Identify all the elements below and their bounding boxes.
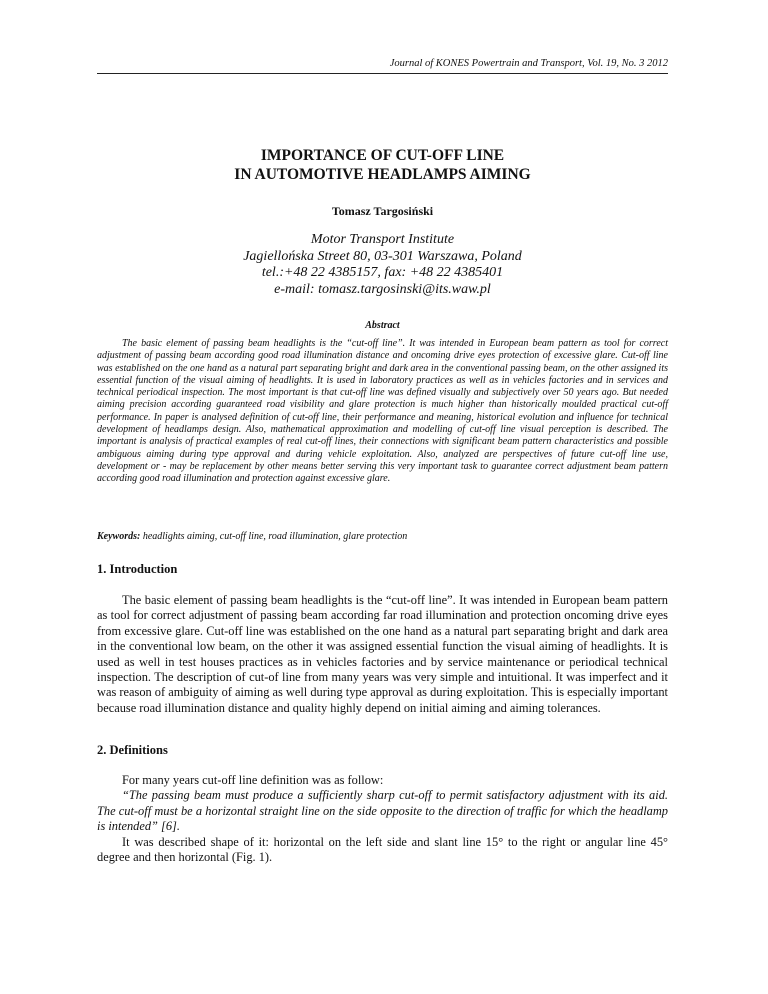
definitions-paragraph-2: It was described shape of it: horizontal on the left side and slant line 15° to the right or angular line 45° degree and then horizontal (Fig. 1). xyxy=(97,834,668,865)
definitions-paragraph-1: For many years cut-off line definition was as follow: xyxy=(122,773,384,787)
keywords-label: Keywords: xyxy=(97,531,141,542)
title-line-1: IMPORTANCE OF CUT-OFF LINE xyxy=(260,147,505,164)
paper-title xyxy=(97,146,668,184)
introduction-paragraph: The basic element of passing beam headlights is the “cut-off line”. It was intended in European beam pattern as tool for correct adjustment of passing beam according far road illumination and protection oncoming drive eyes from excessive glare. Cut-off line was established on the one hand as a natural part separating bright and dark area in the conventional low beam, on the other it was assigned essential function the visual aiming of headlights. It is used as well in test houses practices as in vehicles factories and by service maintenance or periodical technical inspection. The description of cut-of line from many years was very simple and intuitional. It was imperfect and it was reason of ambiguity of aiming as well during type approval as during exploitation. This is especially important because road illumination distance and quality highly depend on initial aiming and aiming tolerances. xyxy=(97,593,668,715)
affiliation xyxy=(97,232,668,298)
affiliation-address: Jagiellońska Street 80, 03-301 Warszawa, Poland xyxy=(243,248,522,264)
author-name: Tomasz Targosiński xyxy=(331,204,434,218)
abstract-heading: Abstract xyxy=(365,320,400,331)
definitions-body xyxy=(97,773,668,865)
keywords-text: headlights aiming, cut-off line, road illumination, glare protection xyxy=(142,531,408,542)
affiliation-phone: tel.:+48 22 4385157, fax: +48 22 4385401 xyxy=(261,265,504,280)
abstract-body xyxy=(97,338,668,486)
title-line-2: IN AUTOMOTIVE HEADLAMPS AIMING xyxy=(234,166,531,183)
affiliation-institute: Motor Transport Institute xyxy=(310,232,455,247)
abstract-paragraph: The basic element of passing beam headlights is the “cut-off line”. It was intended in European beam pattern as tool for correct adjustment of passing beam according good road illumination distance and oncoming drive eyes protection of excessive glare. Cut-off line was established on the one hand as a natural part separating bright and dark area in the conventional passing beam, on the other assigned its essential function of the visual aiming of headlights. It is used in laboratory practices as well as in vehicles factories and in services and technical periodical inspection. The most important is that cut-off line was defined visually and subjectively over 50 years ago. But needed aiming precision according guaranteed road visibility and glare protection is much higher than historically moulded practical cut-off performance. In paper is analysed definition of cut-off line, their performance and meaning, historical evolution and influence for technical development of headlamps design. Also, mathematical approximation and modelling of cut-off line visual perception is described. The important is analysis of practical examples of real cut-off lines, their connections with significant beam pattern characteristics and possible ambiguous aiming during type approval and during vehicle exploitation. Also, analyzed are perspectives of future cut-off line use, development or - may be replacement by other means better serving this very important task to guarantee correct adjustment beam pattern according good road illumination and protection against excessive glare. xyxy=(97,338,668,485)
keywords xyxy=(97,531,668,542)
header-rule xyxy=(97,73,668,74)
section-heading-introduction: 1. Introduction xyxy=(97,562,178,576)
affiliation-email: e-mail: tomasz.targosinski@its.waw.pl xyxy=(274,281,491,297)
definitions-quote: “The passing beam must produce a sufficiently sharp cut-off to permit satisfactory adjustment with its aid. The cut-off must be a horizontal straight line on the side opposite to the direction of traffic for which the headlamp is intended” [6]. xyxy=(97,788,668,834)
introduction-body xyxy=(97,593,668,716)
section-heading-definitions: 2. Definitions xyxy=(97,743,168,757)
running-header: Journal of KONES Powertrain and Transport, Vol. 19, No. 3 2012 xyxy=(389,58,668,69)
